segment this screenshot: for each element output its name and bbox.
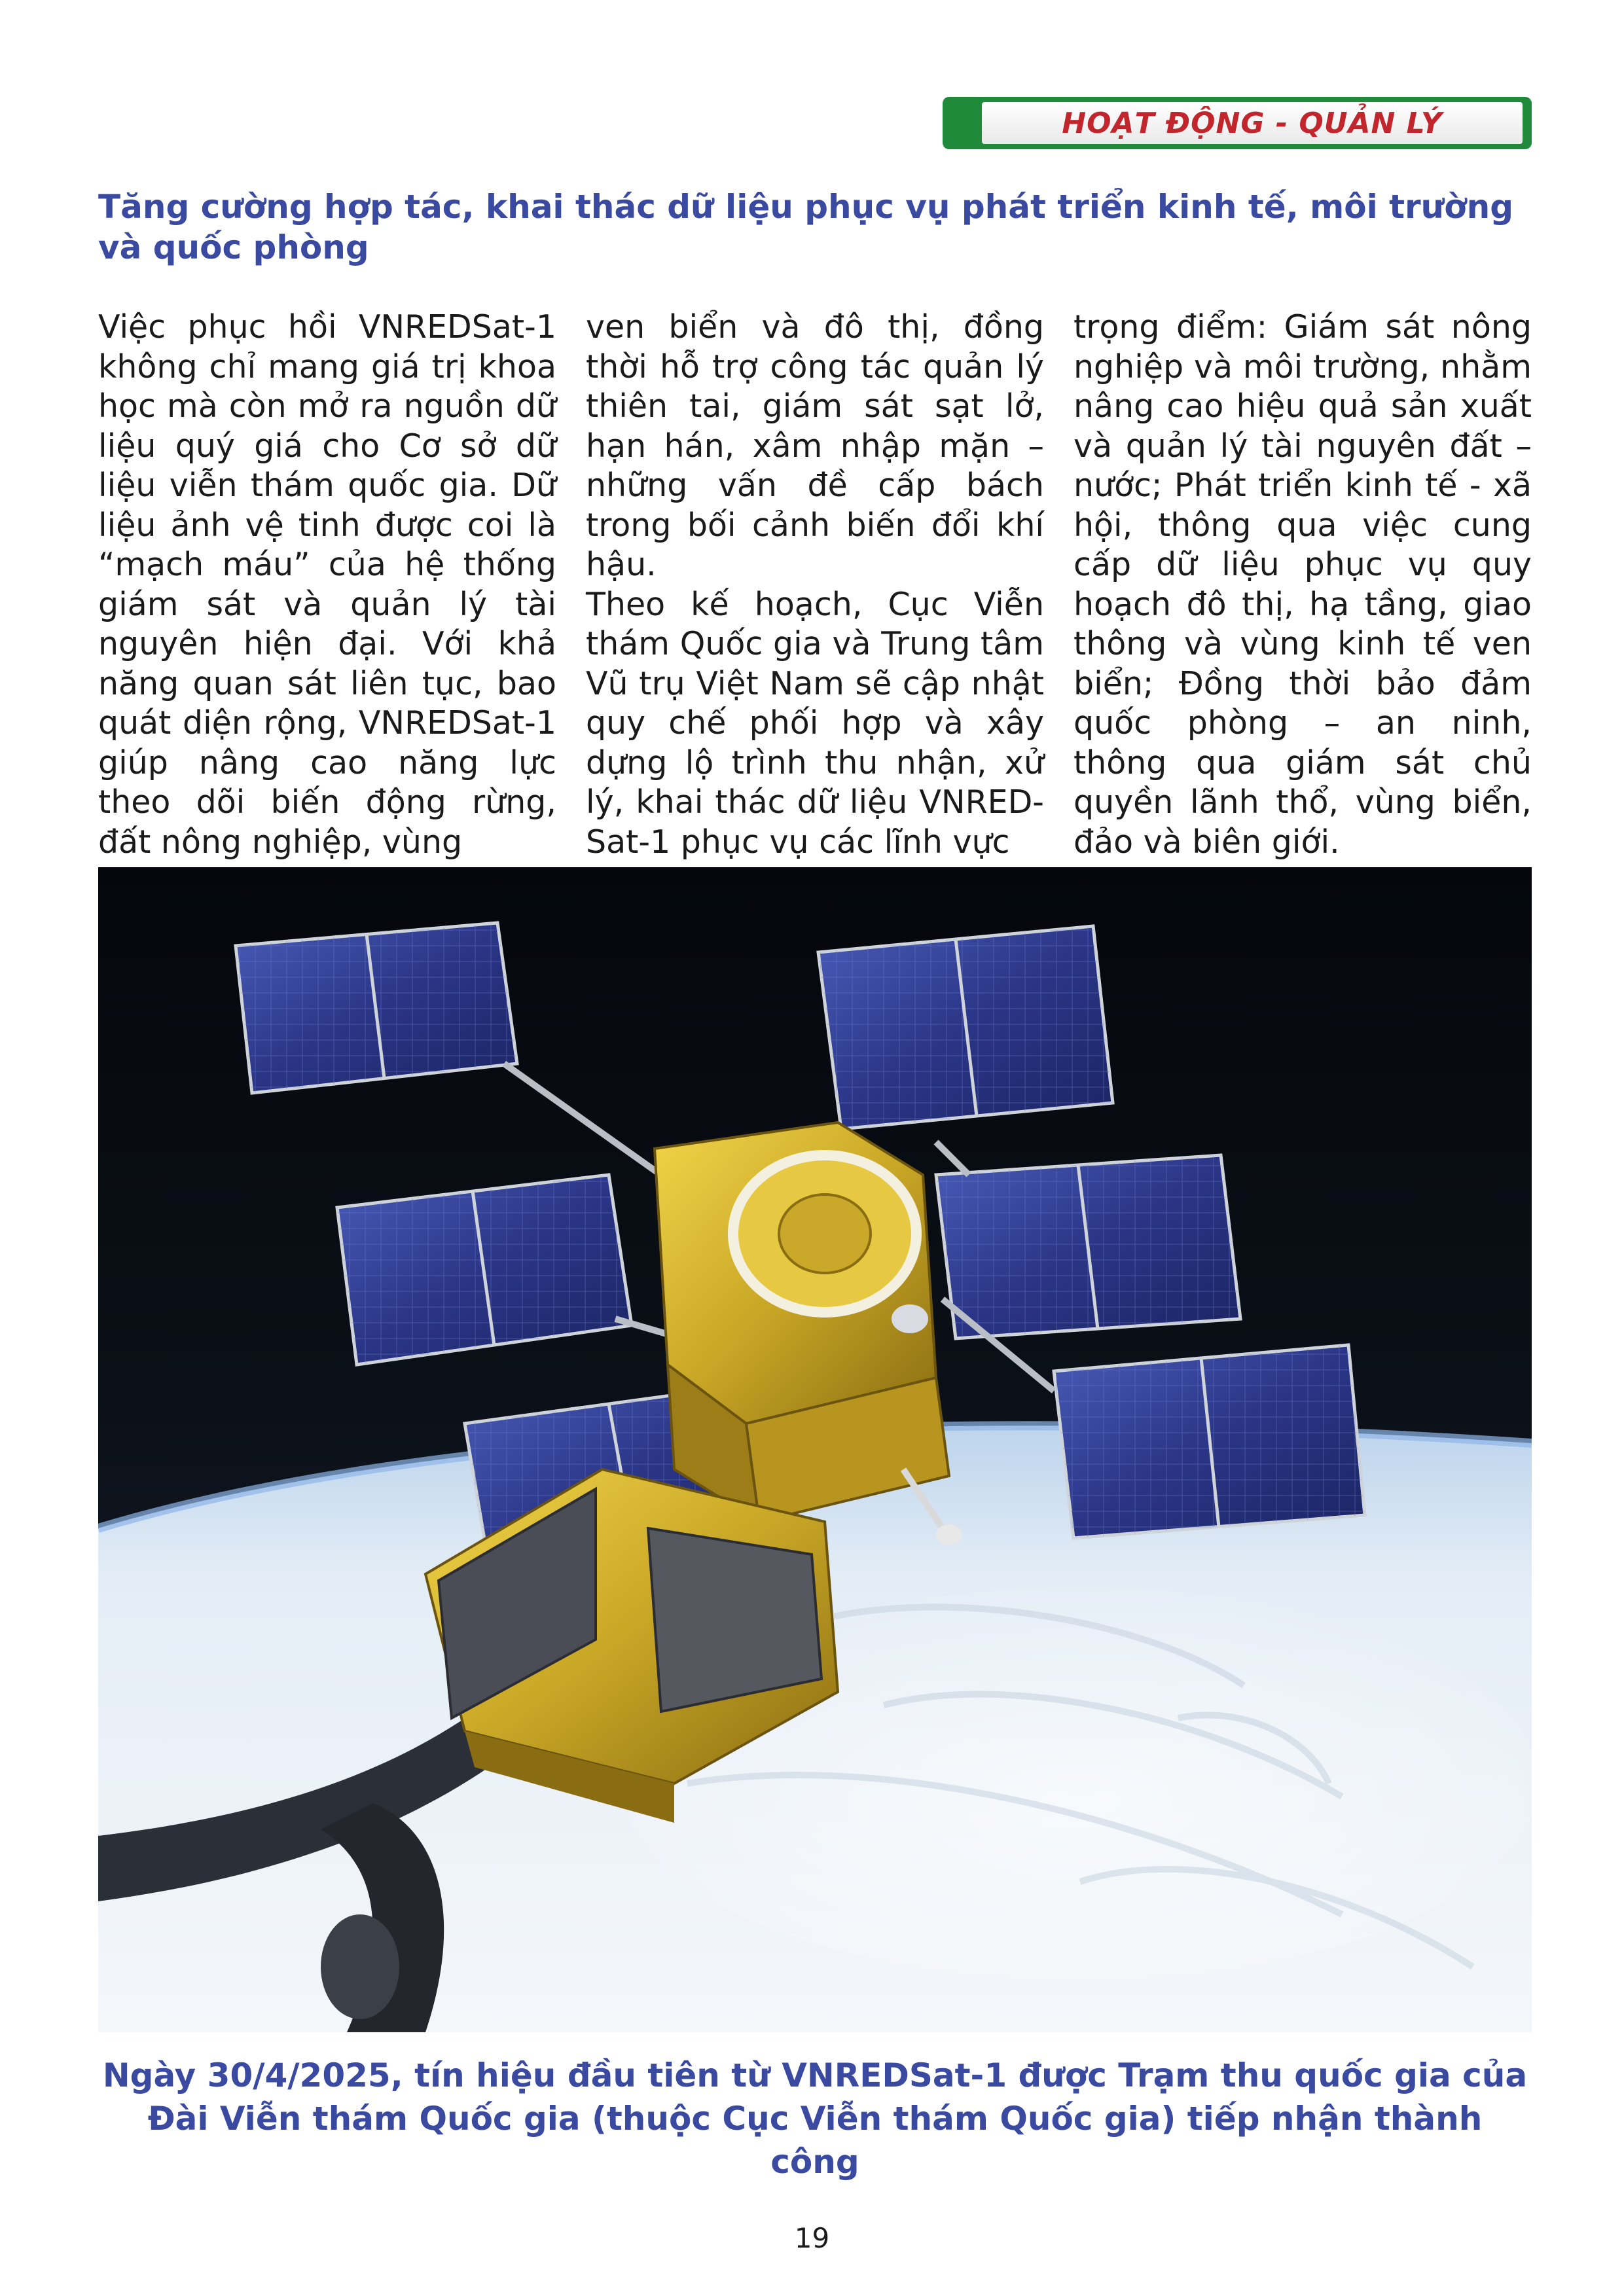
- satellite-illustration: [98, 867, 1532, 2032]
- paragraph: Theo kế hoạch, Cục Viễn thám Quốc gia và Trung tâm Vũ trụ Việt Nam sẽ cập nhật quy chế phối hợp và xây dựng lộ trình thu nhận, xử lý, khai thác dữ liệu VNRED-Sat-1 phục vụ các lĩnh vực: [586, 585, 1044, 861]
- left-solar-wing-top: [236, 923, 517, 1093]
- article-heading: Tăng cường hợp tác, khai thác dữ liệu phục vụ phát triển kinh tế, môi trường và quốc phòng: [98, 188, 1514, 266]
- paragraph: trọng điểm: Giám sát nông nghiệp và môi trường, nhằm nâng cao hiệu quả sản xuất và quản lý tài nguyên đất – nước; Phát triển kinh tế - xã hội, thông qua việc cung cấp dữ liệu phục vụ quy hoạch đô thị, hạ tầng, giao thông và vùng kinh tế ven biển; Đồng thời bảo đảm quốc phòng – an ninh, thông qua giám sát chủ quyền lãnh thổ, vùng biển, đảo và biên giới.: [1074, 308, 1532, 861]
- text-column-2: [586, 308, 1044, 861]
- right-solar-wing-bottom: [1054, 1345, 1365, 1538]
- paragraph: ven biển và đô thị, đồng thời hỗ trợ công tác quản lý thiên tai, giám sát sạt lở, hạn hán, xâm nhập mặn – những vấn đề cấp bách trong bối cảnh biến đổi khí hậu.: [586, 308, 1044, 583]
- figure-caption: Ngày 30/4/2025, tín hiệu đầu tiên từ VNREDSat-1 được Trạm thu quốc gia của Đài Viễn thám Quốc gia (thuộc Cục Viễn thám Quốc gia) tiếp nhận thành công: [102, 2056, 1528, 2181]
- section-banner: [943, 97, 1532, 149]
- text-column-3: [1074, 308, 1532, 861]
- page-number: 19: [794, 2222, 830, 2254]
- satellite-photo: [98, 867, 1532, 2032]
- text-column-1: [98, 308, 556, 861]
- banner-label-box: [982, 102, 1523, 144]
- section-label: HOẠT ĐỘNG - QUẢN LÝ: [1062, 106, 1443, 140]
- article-body: [98, 308, 1532, 861]
- right-solar-wing-top: [818, 926, 1113, 1129]
- paragraph: Việc phục hồi VNREDSat-1 không chỉ mang giá trị khoa học mà còn mở ra nguồn dữ liệu quý giá cho Cơ sở dữ liệu viễn thám quốc gia. Dữ liệu ảnh vệ tinh được coi là “mạch máu” của hệ thống giám sát và quản lý tài nguyên hiện đại. Với khả năng quan sát liên tục, bao quát diện rộng, VNREDSat-1 giúp nâng cao năng lực theo dõi biến động rừng, đất nông nghiệp, vùng: [98, 308, 556, 861]
- right-solar-wing-middle: [936, 1155, 1240, 1338]
